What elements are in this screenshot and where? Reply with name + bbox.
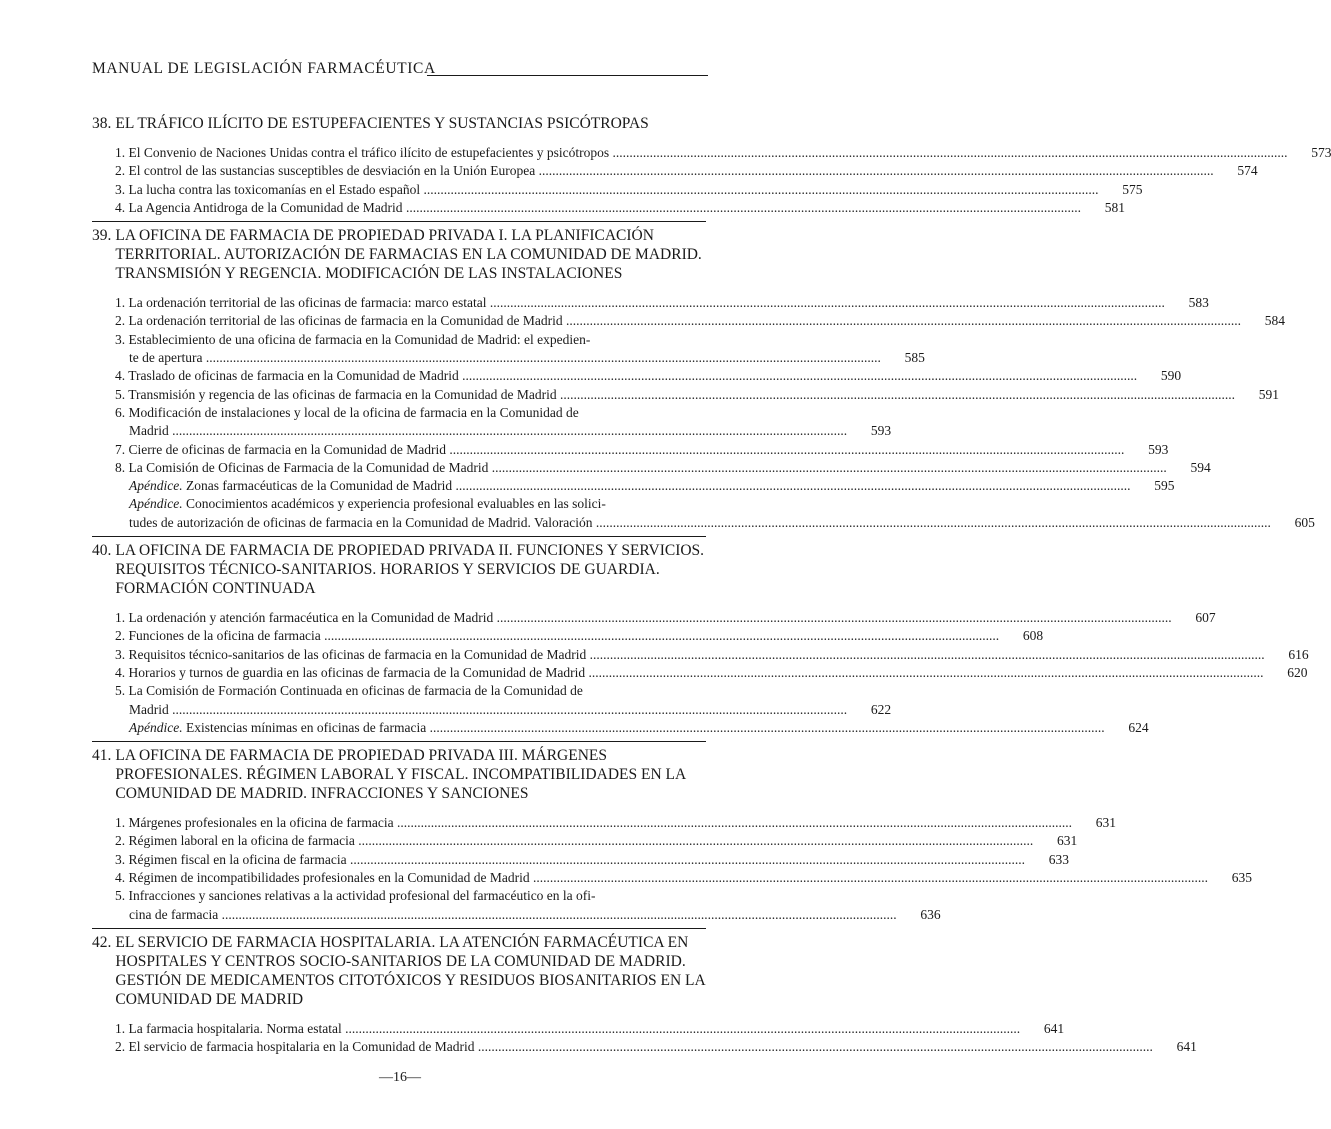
chapter-heading bbox=[92, 114, 706, 133]
chapter-section bbox=[92, 114, 1331, 217]
chapter-title: EL SERVICIO DE FARMACIA HOSPITALARIA. LA ATENCIÓN FARMACÉUTICA EN HOSPITALES Y CENTROS SOCIO-SANITARIOS DE LA COMUNIDAD DE MADRID. GESTIÓN DE MEDICAMENTOS CITOTÓXICOS Y RESIDUOS BIOSANITARIOS EN LA COMUNIDAD DE MADRID bbox=[115, 933, 705, 1008]
toc-entry bbox=[115, 609, 1216, 627]
toc-entry-continued-label: tudes de autorización de oficinas de farmacia en la Comunidad de Madrid. Valoración bbox=[129, 514, 593, 530]
toc-entry-page: 620 bbox=[1287, 664, 1308, 680]
page-spacer bbox=[662, 404, 706, 422]
toc-entry-label: 1. El Convenio de Naciones Unidas contra el tráfico ilícito de estupefacientes y psicótropos bbox=[115, 145, 610, 160]
header-rule bbox=[427, 75, 708, 76]
toc-entry bbox=[115, 1020, 1065, 1038]
toc-entry-page: 590 bbox=[1160, 368, 1182, 384]
toc-entry-label: 4. La Agencia Antidroga de la Comunidad de Madrid bbox=[115, 199, 403, 215]
toc-entry-continuation bbox=[115, 701, 892, 719]
toc-entry-continuation bbox=[115, 906, 941, 924]
toc-entry-page: 631 bbox=[1057, 833, 1078, 849]
dot-leader: ........................................................................................................................................................................................................ bbox=[341, 1020, 1021, 1036]
toc-entry-text bbox=[115, 851, 1025, 869]
toc-entry-label: 5. La Comisión de Formación Continuada en oficinas de farmacia de la Comunidad de bbox=[115, 683, 583, 699]
dot-leader: ........................................................................................................................................................................................................ bbox=[562, 313, 1241, 329]
entry-list bbox=[115, 609, 1309, 737]
toc-entry-text bbox=[115, 367, 1137, 385]
appendix-prefix: Apéndice. bbox=[129, 719, 183, 735]
toc-entry-continued-label: Madrid bbox=[129, 701, 169, 717]
toc-entry bbox=[115, 627, 1044, 645]
entry-list bbox=[115, 1020, 1197, 1057]
toc-entry bbox=[115, 495, 706, 513]
dot-leader: ........................................................................................................................................................................................................ bbox=[535, 163, 1214, 179]
toc-entry-page: 633 bbox=[1048, 851, 1070, 867]
dot-leader: ........................................................................................................................................................................................................ bbox=[354, 833, 1034, 849]
toc-entry-continued-label: Madrid bbox=[129, 423, 169, 439]
toc-entry-text bbox=[115, 459, 1167, 477]
toc-entry-page: 593 bbox=[1148, 441, 1169, 457]
toc-entry-text bbox=[115, 404, 662, 422]
chapter-heading bbox=[92, 541, 706, 598]
toc-entry-text bbox=[115, 349, 881, 367]
toc-entry-page: 636 bbox=[920, 906, 941, 922]
header-title: MANUAL DE LEGISLACIÓN FARMACÉUTICA bbox=[92, 60, 436, 77]
chapter-title: LA OFICINA DE FARMACIA DE PROPIEDAD PRIVADA I. LA PLANIFICACIÓN TERRITORIAL. AUTORIZACIÓN DE FARMACIAS EN LA COMUNIDAD DE MADRID. TRANSMISIÓN Y REGENCIA. MODIFICACIÓN DE LAS INSTALACIONES bbox=[115, 227, 702, 283]
toc-entry-text bbox=[115, 664, 1263, 682]
toc-entry-text bbox=[115, 294, 1165, 312]
toc-entry bbox=[115, 1038, 1197, 1056]
toc-entry-text bbox=[115, 441, 1124, 459]
toc-entry bbox=[115, 199, 1125, 217]
toc-entry-text bbox=[115, 719, 1105, 737]
toc-entry bbox=[115, 664, 1308, 682]
toc-entry bbox=[115, 144, 1331, 162]
toc-entry bbox=[115, 331, 706, 349]
dot-leader: ........................................................................................................................................................................................................ bbox=[452, 478, 1131, 494]
chapter-number: 40. bbox=[92, 542, 112, 560]
toc-entry-text bbox=[115, 181, 1099, 199]
page-number: —16— bbox=[379, 1070, 421, 1085]
dot-leader: ........................................................................................................................................................................................................ bbox=[446, 441, 1125, 457]
toc-entry-label: 3. Régimen fiscal en la oficina de farmacia bbox=[115, 851, 347, 867]
toc-entry-label: 2. El servicio de farmacia hospitalaria en la Comunidad de Madrid bbox=[115, 1039, 475, 1055]
toc-entry-label: Existencias mínimas en oficinas de farmacia bbox=[182, 719, 427, 735]
dot-leader: ........................................................................................................................................................................................................ bbox=[458, 368, 1138, 384]
toc-entry bbox=[115, 851, 1070, 869]
chapter-heading bbox=[92, 746, 706, 803]
toc-entry bbox=[115, 181, 1143, 199]
toc-entry bbox=[115, 682, 706, 700]
dot-leader: ........................................................................................................................................................................................................ bbox=[556, 386, 1236, 402]
dot-leader: ........................................................................................................................................................................................................ bbox=[218, 906, 897, 922]
toc-entry-label: 3. Requisitos técnico-sanitarios de las oficinas de farmacia en la Comunidad de Madrid bbox=[115, 646, 587, 662]
toc-entry-page: 584 bbox=[1264, 313, 1285, 329]
chapter-section bbox=[92, 536, 1309, 737]
toc-entry-label: 2. La ordenación territorial de las oficinas de farmacia en la Comunidad de Madrid bbox=[115, 313, 563, 329]
toc-entry-text bbox=[115, 312, 1241, 330]
toc-entry bbox=[115, 441, 1169, 459]
toc-entry-continued-label: te de apertura bbox=[129, 350, 203, 366]
toc-entry-page: 631 bbox=[1095, 815, 1117, 831]
appendix-prefix: Apéndice. bbox=[129, 496, 183, 512]
appendix-prefix: Apéndice. bbox=[129, 478, 183, 494]
toc-entry-label: 1. La ordenación y atención farmacéutica en la Comunidad de Madrid bbox=[115, 610, 494, 626]
toc-entry-page: 585 bbox=[904, 350, 925, 366]
toc-entry-text bbox=[115, 199, 1081, 217]
toc-entry-page: 575 bbox=[1122, 181, 1143, 197]
entry-list bbox=[115, 294, 1315, 532]
toc-entry bbox=[115, 312, 1285, 330]
toc-entry bbox=[115, 719, 1149, 737]
toc-entry-text bbox=[115, 1020, 1020, 1038]
chapter-heading bbox=[92, 226, 706, 283]
toc-entry-continuation bbox=[115, 349, 925, 367]
toc-entry-page: 607 bbox=[1195, 610, 1216, 626]
toc-entry-continuation bbox=[115, 422, 892, 440]
toc-entry-page: 635 bbox=[1231, 870, 1253, 886]
chapter-number: 42. bbox=[92, 933, 112, 951]
page-spacer bbox=[662, 331, 706, 349]
toc-entry-page: 605 bbox=[1294, 514, 1315, 530]
toc-entry-label: 1. Márgenes profesionales en la oficina de farmacia bbox=[115, 815, 394, 831]
toc-entry-page: 624 bbox=[1128, 719, 1149, 735]
toc-entry-text bbox=[115, 514, 1271, 532]
toc-entry-page: 595 bbox=[1154, 478, 1175, 494]
chapter-title: LA OFICINA DE FARMACIA DE PROPIEDAD PRIVADA II. FUNCIONES Y SERVICIOS. REQUISITOS TÉCNICO-SANITARIOS. HORARIOS Y SERVICIOS DE GUARDIA. FORMACIÓN CONTINUADA bbox=[115, 542, 705, 598]
toc-entry-text bbox=[115, 814, 1072, 832]
toc-entry-continuation bbox=[115, 514, 1315, 532]
dot-leader: ........................................................................................................................................................................................................ bbox=[486, 295, 1165, 311]
toc-entry-text bbox=[115, 495, 662, 513]
dot-leader: ........................................................................................................................................................................................................ bbox=[488, 459, 1167, 475]
chapter-section bbox=[92, 221, 1315, 532]
dot-leader: ........................................................................................................................................................................................................ bbox=[609, 145, 1288, 160]
toc-entry-text bbox=[115, 609, 1172, 627]
toc-entry bbox=[115, 477, 1175, 495]
toc-entry-text bbox=[115, 477, 1131, 495]
toc-entry-label: 2. Régimen laboral en la oficina de farmacia bbox=[115, 833, 355, 849]
table-of-contents bbox=[92, 114, 1331, 1061]
dot-leader: ........................................................................................................................................................................................................ bbox=[393, 815, 1073, 831]
chapter-number: 41. bbox=[92, 747, 112, 765]
toc-entry-label: 6. Modificación de instalaciones y local de la oficina de farmacia en la Comunidad de bbox=[115, 404, 579, 420]
dot-leader: ........................................................................................................................................................................................................ bbox=[529, 870, 1209, 886]
toc-entry-page: 593 bbox=[870, 423, 892, 439]
toc-entry-page: 641 bbox=[1043, 1020, 1065, 1036]
chapter-number: 39. bbox=[92, 227, 112, 245]
toc-entry-text bbox=[115, 1038, 1153, 1056]
toc-entry-page: 581 bbox=[1104, 199, 1125, 215]
toc-entry-label: 7. Cierre de oficinas de farmacia en la Comunidad de Madrid bbox=[115, 441, 447, 457]
chapter-title: LA OFICINA DE FARMACIA DE PROPIEDAD PRIVADA III. MÁRGENES PROFESIONALES. RÉGIMEN LABORAL Y FISCAL. INCOMPATIBILIDADES EN LA COMUNIDAD DE MADRID. INFRACCIONES Y SANCIONES bbox=[115, 747, 686, 803]
toc-entry bbox=[115, 814, 1117, 832]
toc-entry-text bbox=[115, 144, 1287, 162]
dot-leader: ........................................................................................................................................................................................................ bbox=[585, 664, 1264, 680]
toc-entry-page: 616 bbox=[1288, 646, 1309, 662]
toc-entry bbox=[115, 294, 1209, 312]
toc-entry-label: Conocimientos académicos y experiencia profesional evaluables en las solici- bbox=[182, 496, 606, 512]
page-spacer bbox=[662, 887, 706, 905]
entry-list bbox=[115, 144, 1331, 217]
toc-entry-label: 2. Funciones de la oficina de farmacia bbox=[115, 628, 321, 644]
running-header bbox=[92, 58, 708, 82]
toc-entry-text bbox=[115, 162, 1214, 180]
toc-entry-text bbox=[115, 832, 1033, 850]
toc-entry-page: 591 bbox=[1258, 386, 1280, 402]
dot-leader: ........................................................................................................................................................................................................ bbox=[426, 719, 1105, 735]
toc-entry bbox=[115, 646, 1309, 664]
toc-entry-text bbox=[115, 386, 1235, 404]
toc-entry-text bbox=[115, 701, 847, 719]
toc-entry-text bbox=[115, 682, 662, 700]
chapter-section bbox=[92, 928, 1197, 1057]
toc-entry-label: Zonas farmacéuticas de la Comunidad de Madrid bbox=[182, 478, 453, 494]
toc-entry bbox=[115, 162, 1258, 180]
toc-entry-text bbox=[115, 887, 662, 905]
dot-leader: ........................................................................................................................................................................................................ bbox=[474, 1039, 1153, 1055]
toc-entry bbox=[115, 887, 706, 905]
toc-entry bbox=[115, 869, 1253, 887]
toc-entry-text bbox=[115, 646, 1265, 664]
toc-entry-label: 8. La Comisión de Oficinas de Farmacia de la Comunidad de Madrid bbox=[115, 459, 489, 475]
entry-list bbox=[115, 814, 1253, 924]
toc-entry-page: 641 bbox=[1176, 1039, 1197, 1055]
page-spacer bbox=[662, 495, 706, 513]
dot-leader: ........................................................................................................................................................................................................ bbox=[202, 350, 881, 366]
toc-entry-label: 4. Traslado de oficinas de farmacia en la Comunidad de Madrid bbox=[115, 368, 459, 384]
chapter-number: 38. bbox=[92, 115, 112, 132]
toc-entry bbox=[115, 386, 1280, 404]
toc-entry-text bbox=[115, 906, 897, 924]
toc-entry bbox=[115, 459, 1211, 477]
toc-entry-text bbox=[115, 869, 1208, 887]
dot-leader: ........................................................................................................................................................................................................ bbox=[592, 514, 1271, 530]
toc-entry-text bbox=[115, 422, 847, 440]
dot-leader: ........................................................................................................................................................................................................ bbox=[586, 646, 1265, 662]
toc-entry-page: 573 bbox=[1311, 145, 1331, 160]
dot-leader: ........................................................................................................................................................................................................ bbox=[402, 199, 1081, 215]
toc-entry-label: 3. Establecimiento de una oficina de farmacia en la Comunidad de Madrid: el expedien- bbox=[115, 331, 591, 347]
dot-leader: ........................................................................................................................................................................................................ bbox=[320, 628, 1000, 644]
toc-entry bbox=[115, 832, 1078, 850]
toc-entry-page: 622 bbox=[870, 701, 892, 717]
toc-entry bbox=[115, 404, 706, 422]
toc-entry-text bbox=[115, 331, 662, 349]
toc-entry-label: 1. La farmacia hospitalaria. Norma estatal bbox=[115, 1020, 342, 1036]
toc-entry-text bbox=[115, 627, 999, 645]
chapter-heading bbox=[92, 933, 706, 1009]
toc-entry bbox=[115, 367, 1182, 385]
dot-leader: ........................................................................................................................................................................................................ bbox=[493, 610, 1172, 626]
chapter-title: EL TRÁFICO ILÍCITO DE ESTUPEFACIENTES Y SUSTANCIAS PSICÓTROPAS bbox=[115, 115, 649, 132]
toc-entry-page: 574 bbox=[1237, 163, 1258, 179]
toc-entry-page: 583 bbox=[1188, 295, 1209, 311]
dot-leader: ........................................................................................................................................................................................................ bbox=[346, 851, 1026, 867]
toc-entry-label: 5. Infracciones y sanciones relativas a la actividad profesional del farmacéutico en la ofi- bbox=[115, 888, 596, 904]
dot-leader: ........................................................................................................................................................................................................ bbox=[168, 701, 848, 717]
dot-leader: ........................................................................................................................................................................................................ bbox=[168, 423, 848, 439]
toc-entry-continued-label: cina de farmacia bbox=[129, 906, 219, 922]
toc-entry-label: 1. La ordenación territorial de las oficinas de farmacia: marco estatal bbox=[115, 295, 487, 311]
toc-entry-label: 4. Horarios y turnos de guardia en las oficinas de farmacia de la Comunidad de Madrid bbox=[115, 664, 586, 680]
toc-entry-label: 5. Transmisión y regencia de las oficinas de farmacia en la Comunidad de Madrid bbox=[115, 386, 557, 402]
toc-entry-page: 608 bbox=[1022, 628, 1044, 644]
page-spacer bbox=[662, 682, 706, 700]
dot-leader: ........................................................................................................................................................................................................ bbox=[420, 181, 1099, 197]
toc-entry-label: 4. Régimen de incompatibilidades profesionales en la Comunidad de Madrid bbox=[115, 870, 530, 886]
toc-entry-label: 2. El control de las sustancias susceptibles de desviación en la Unión Europea bbox=[115, 163, 536, 179]
toc-entry-label: 3. La lucha contra las toxicomanías en el Estado español bbox=[115, 181, 421, 197]
toc-entry-page: 594 bbox=[1190, 459, 1211, 475]
chapter-section bbox=[92, 741, 1253, 924]
